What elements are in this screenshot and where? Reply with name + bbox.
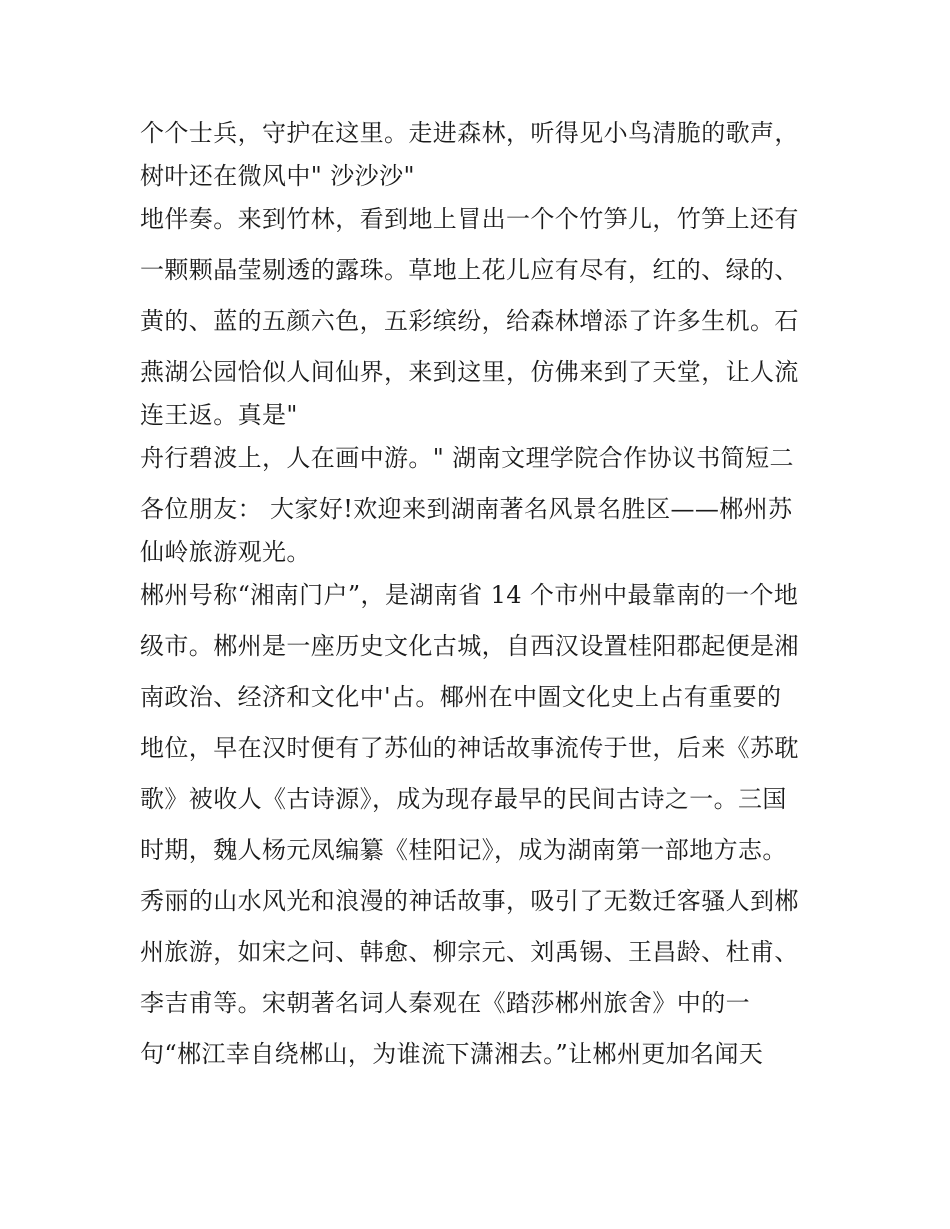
text-line: 南政治、经济和文化中'占。椰州在中圄文化史上占有重要的	[140, 683, 782, 711]
document-body	[140, 108, 840, 1080]
text-line: 李吉甫等。宋朝著名词人秦观在《踏莎郴州旅舍》中的一	[140, 989, 750, 1017]
text-line: 秀丽的山水风光和浪漫的神话故事，吸引了无数迁客骚人到郴	[140, 887, 799, 915]
text-line: 树叶还在微风中" 沙沙沙"	[140, 162, 415, 190]
text-line: 个个士兵，守护在这里。走进森林，听得见小鸟清脆的歌声，	[140, 119, 799, 147]
text-line: 地位，早在汉时便有了苏仙的神话故事流传于世，后来《苏耽	[140, 734, 799, 762]
text-line: 一颗颗晶莹剔透的露珠。草地上花儿应有尽有，红的、绿的、	[140, 256, 799, 284]
text-line: 郴州号称“湘南门户”，是湖南省 14 个市州中最靠南的一个地	[140, 581, 799, 609]
text-line: 连王返。真是"	[140, 401, 298, 429]
text-line: 时期，魏人杨元凤编纂《桂阳记》，成为湖南第一部地方志。	[140, 836, 787, 864]
text-line: 燕湖公园恰似人间仙界，来到这里，仿佛来到了天堂，让人流	[140, 358, 799, 386]
text-line: 舟行碧波上，人在画中游。" 湖南文理学院合作协议书简短二	[140, 444, 794, 472]
text-line: 地伴奏。来到竹林，看到地上冒出一个个竹笋儿，竹笋上还有	[140, 205, 799, 233]
text-line: 各位朋友： 大家好!欢迎来到湖南著名风景名胜区——郴州苏	[140, 495, 793, 523]
text-line: 黄的、蓝的五颜六色，五彩缤纷，给森林增添了许多生机。石	[140, 307, 799, 335]
text-line: 州旅游，如宋之问、韩愈、柳宗元、刘禹锡、王昌龄、杜甫、	[140, 938, 799, 966]
text-line: 级市。郴州是一座历史文化古城，自西汉设置桂阳郡起便是湘	[140, 632, 799, 660]
text-line: 歌》被收人《古诗源》，成为现存最早的民间古诗之一。三国	[140, 785, 787, 813]
text-line: 句“郴江幸自绕郴山，为谁流下潇湘去。”让郴州更加名闻天	[140, 1040, 764, 1068]
text-line: 仙岭旅游观光。	[140, 538, 311, 566]
